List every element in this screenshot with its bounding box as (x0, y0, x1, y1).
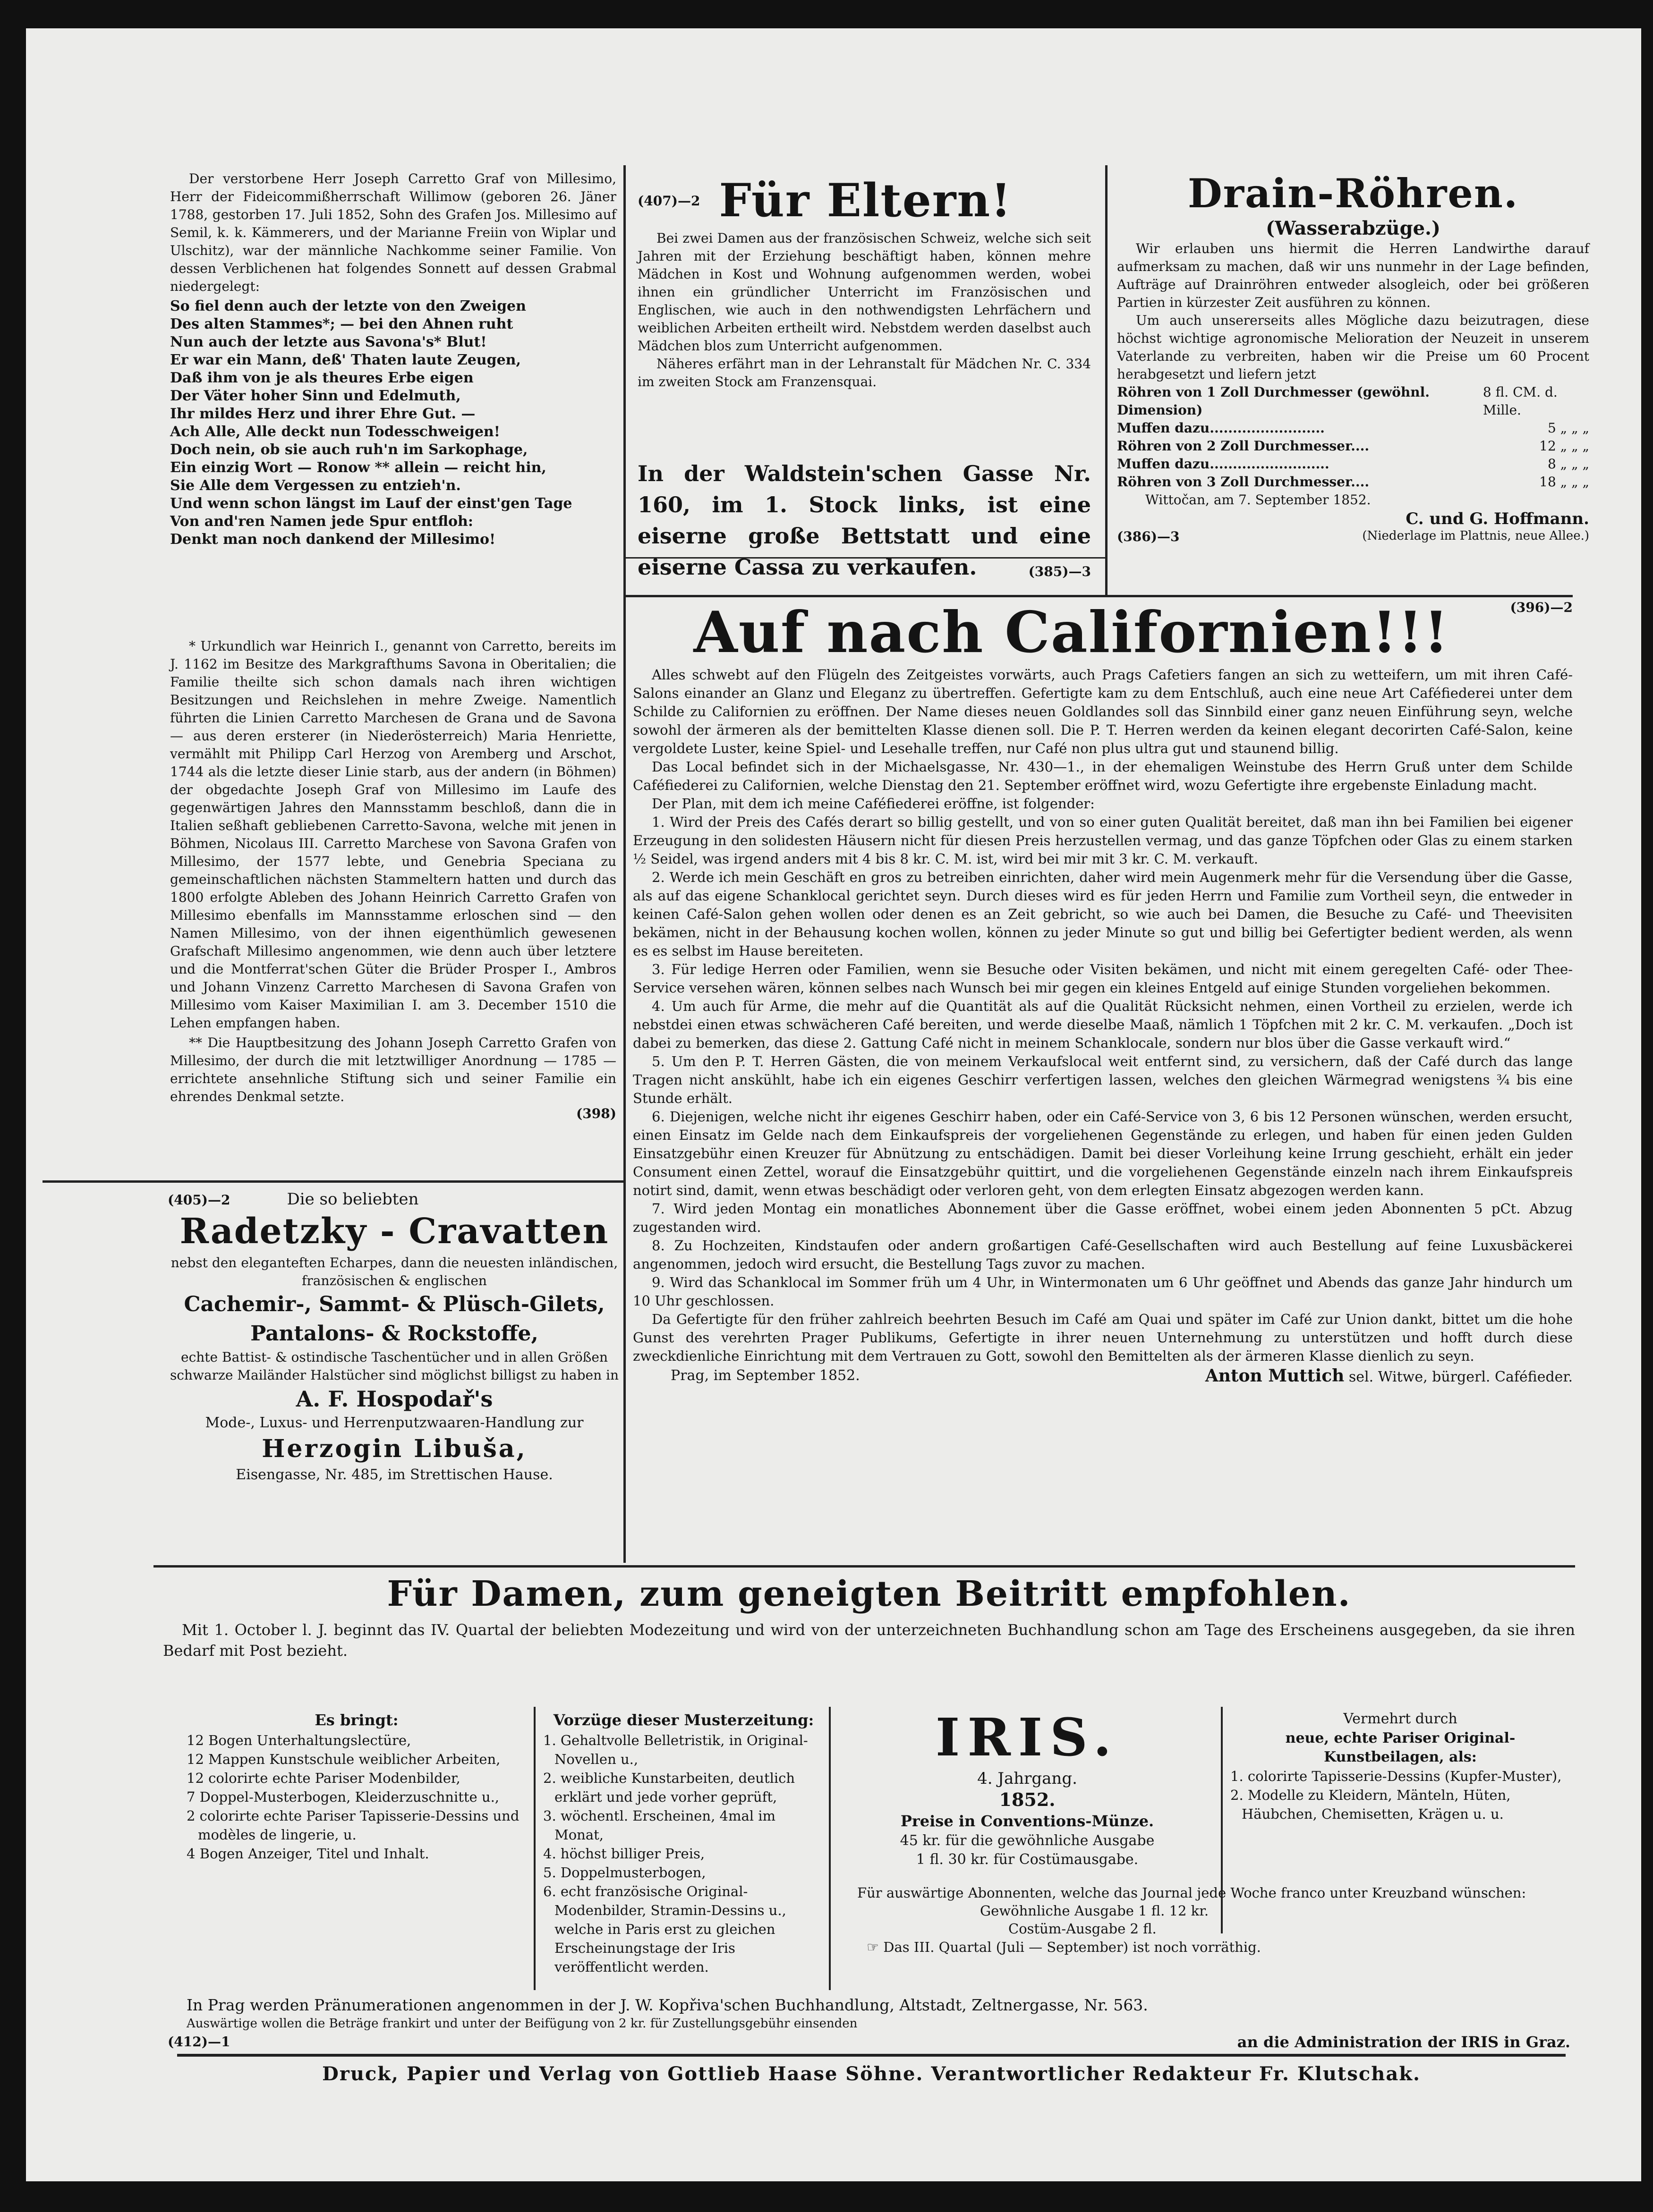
plan-item: 1. Wird der Preis des Cafés derart so billig gestellt, und von so einer guten Qualität bereitet, daß man ihn bei Familien bei eigener Erzeugung in den solidesten Häusern nicht für diesen Preis herzustellen vermag, und das ganze Töpfchen oder Glas zu einem starken ½ Seidel, was irgend anders mit 4 bis 8 kr. C. M. ist, wird bei mir mit 3 kr. C. M. verkauft. (633, 814, 1573, 867)
price-value: 8 „ „ „ (1547, 456, 1589, 472)
californien-p4: Da Gefertigte für den früher zahlreich beehrten Besuch im Café am Quai und später im Café zur Union dankt, bittet um die hohe Gunst des verehrten Prager Publikums, Gefertigte in ihrer neuen Unternehmung zu unterstützen und hofft durch diese zweckdienliche Einrichtung mit dem Vertrauen zu Gott, sowohl den Bemittelten als der ärmeren Klasse dienlich zu seyn. (633, 1311, 1573, 1364)
rule-damen (153, 1565, 1575, 1568)
californien-plan-list (633, 813, 1573, 1310)
rule-footer (177, 2054, 1566, 2057)
drain-price-list (1117, 383, 1589, 491)
drain-depot: (Niederlage im Plattnis, neue Allee.) (1362, 529, 1589, 543)
damen-col2 (543, 1709, 824, 1976)
californien-title: Auf nach Californien!!! (693, 599, 1450, 666)
radetzky-t2: Cachemir-, Sammt- & Plüsch-Gilets, (184, 1292, 605, 1316)
radetzky-ad (168, 1190, 621, 1484)
iris-year: 4. Jahrgang. (977, 1769, 1077, 1788)
damen-admin: an die Administration der IRIS in Graz. (1237, 2033, 1570, 2051)
iris-logo: IRIS. (935, 1707, 1119, 1768)
californien-date: Prag, im September 1852. (671, 1367, 860, 1384)
poem-line: Und wenn schon längst im Lauf der einst'gen Tage (170, 495, 572, 512)
californien-p2: Das Local befindet sich in der Michaelsgasse, Nr. 430—1., in der ehemaligen Weinstube des Herrn Gruß unter dem Schilde Caféfiederei zu Californien, welche Dienstag den 21. September eröffnet wird, wozu Gefertigte ihre ergebenste Einladung macht. (633, 759, 1573, 793)
damen-col3-head: Vermehrt durch (1343, 1711, 1457, 1727)
damen-col2-head: Vorzüge dieser Musterzeitung: (553, 1711, 814, 1729)
damen-col1-item: 12 Bogen Unterhaltungslectüre, (187, 1732, 411, 1748)
plan-item: 8. Zu Hochzeiten, Kindstaufen oder andern großartigen Café-Gesellschaften wird auch Bestellung auf feine Luxusbäckerei angenommen, jedoch wird ersucht, die Bestellung Tags zuvor zu machen. (633, 1237, 1573, 1272)
rule-above-californien (623, 595, 1573, 597)
damen-ref: (412)—1 (168, 2034, 230, 2050)
radetzky-firm: A. F. Hospodař's (296, 1386, 493, 1412)
damen-col3-item: 1. colorirte Tapisserie-Dessins (Kupfer-Muster), (1230, 1768, 1562, 1784)
plan-item: 7. Wird jeden Montag ein monatliches Abonnement über die Gasse eröffnet, wobei einem jeden Abonnenten 5 pCt. Abzug zugestanden wird. (633, 1201, 1573, 1235)
price-row (1117, 473, 1589, 491)
drain-subtitle: (Wasserabzüge.) (1266, 217, 1440, 239)
hand-pointer-icon: ☞ (867, 1939, 879, 1955)
memorial-block (170, 170, 616, 549)
price-item: Röhren von 3 Zoll Durchmesser.... (1117, 474, 1370, 490)
price-value: 18 „ „ „ (1539, 474, 1589, 490)
plan-item: 9. Wird das Schanklocal im Sommer früh um 4 Uhr, in Wintermonaten um 6 Uhr geöffnet und Abends das ganze Jahr hindurch um 10 Uhr geschlossen. (633, 1274, 1573, 1309)
damen-col3-item: 2. Modelle zu Kleidern, Mänteln, Hüten, Häubchen, Chemisetten, Krägen u. u. (1230, 1787, 1511, 1822)
rule-damen-col1 (534, 1707, 536, 1990)
eltern-body: Bei zwei Damen aus der französischen Schweiz, welche sich seit Jahren mit der Erziehung beschäftigt haben, können mehre Mädchen in Kost und Wohnung aufgenommen werden, wobei ihnen ein gründlicher Unterricht im Französischen und Englischen, wie auch in den nothwendigsten Lehrfächern und weiblichen Arbeiten ertheilt wird. Nebstdem werden daselbst auch Mädchen blos zum Unterricht aufgenommen. (638, 230, 1091, 354)
memorial-ref: (398) (576, 1106, 616, 1121)
eltern-title: Für Eltern! (719, 174, 1012, 227)
plan-item: 6. Diejenigen, welche nicht ihr eigenes Geschirr haben, oder ein Café-Service von 3, 6 bis 12 Personen wünschen, werden ersucht, einen Einsatz im Gelde nach dem Einkaufspreis der vorgeliehenen Gegenstände zu erlegen, und haben für einen jeden Gulden Einsatzgebühr einen Kreuzer für Abnützung zu entschädigen. Damit bei dieser Vorleihung keine Irrung geschieht, erhält ein jeder Consument einen Zettel, worauf die Einsatzgebühr quittirt, und die vorgeliehenen Gegenstände einzeln nach ihrem Einkaufspreis notirt sind, damit, wenn etwas beschädigt oder verloren geht, von dem erlegten Einsatz abgezogen werden kann. (633, 1109, 1573, 1198)
californien-p3: Der Plan, mit dem ich meine Caféfiederei eröffne, ist folgender: (652, 796, 1095, 812)
iris-price1: 45 kr. für die gewöhnliche Ausgabe (900, 1832, 1155, 1849)
price-value: 8 fl. CM. d. Mille. (1483, 384, 1558, 418)
price-value: 12 „ „ „ (1539, 438, 1589, 454)
price-row (1117, 437, 1589, 455)
iris-aus2: Costüm-Ausgabe 2 fl. (1008, 1921, 1157, 1937)
eltern-ad (638, 175, 1091, 391)
damen-col1-item: 12 Mappen Kunstschule weiblicher Arbeiten, (187, 1751, 501, 1767)
iris-ausw: Für auswärtige Abonnenten, welche das Journal jede Woche franco unter Kreuzband wünschen: (857, 1885, 1526, 1901)
plan-item: 3. Für ledige Herren oder Familien, wenn sie Besuche oder Visiten bekämen, und nicht mit einem geregelten Café- oder Thee-Service versehen wären, können selbes nach Wunsch bei mir gegen ein kleines Entgeld auf einige Stunden vorgeliehen bekommen. (633, 961, 1573, 996)
poem-line: Ihr mildes Herz und ihrer Ehre Gut. — (170, 406, 476, 422)
poem-line: Von and'ren Namen jede Spur entfloh: (170, 513, 473, 530)
plan-item: 2. Werde ich mein Geschäft en gros zu betreiben einrichten, daher wird mein Augenmerk mehr für die Versendung über die Gasse, als auf das eigene Schanklocal gerichtet seyn. Durch dieses wird es für jeden Herrn und Familie zum Vortheil seyn, die entweder in keinen Café-Salon gehen wollen oder denen es an Zeit gebricht, so wie auch bei Damen, die Besuche zu Café- und Theevisiten bekämen, nicht in der Behausung kochen wollen, können zu jeder Minute so gut und billig bei Gefertigter bedient werden, als wenn es es selbst im Hause bereiteten. (633, 869, 1573, 959)
column-rule-right (1105, 165, 1108, 595)
newspaper-page (26, 28, 1641, 2181)
damen-col2-item: 5. Doppelmusterbogen, (543, 1865, 706, 1881)
damen-col1-head: Es bringt: (315, 1711, 399, 1729)
damen-prag: In Prag werden Pränumerationen angenommen in der J. W. Kopřiva'schen Buchhandlung, Altstadt, Zeltnergasse, Nr. 563. (187, 1996, 1148, 2014)
radetzky-t4: echte Battist- & ostindische Taschentücher und in allen Größen schwarze Mailänder Halstücher sind möglichst billigst zu haben in (170, 1349, 619, 1383)
iris-aus1: Gewöhnliche Ausgabe 1 fl. 12 kr. (980, 1903, 1209, 1919)
damen-col2-item: 1. Gehaltvolle Belletristik, in Original-Novellen u., (543, 1732, 808, 1767)
radetzky-t5: Mode-, Luxus- und Herrenputzwaaren-Handlung zur (205, 1415, 584, 1431)
drain-title: Drain-Röhren. (1187, 170, 1519, 217)
bettstatt-ref: (385)—3 (1028, 564, 1091, 579)
damen-intro: Mit 1. October l. J. beginnt das IV. Quartal der beliebten Modezeitung und wird von der unterzeichneten Buchhandlung schon am Tage des Erscheinens ausgegeben, da sie ihren Bedarf mit Post bezieht. (163, 1621, 1575, 1660)
price-row (1117, 419, 1589, 437)
rule-radetzky (43, 1180, 623, 1183)
damen-col2-item: 4. höchst billiger Preis, (543, 1846, 705, 1862)
price-item: Muffen dazu.......................... (1117, 456, 1329, 472)
damen-ausw (838, 1884, 1566, 1957)
damen-iris (838, 1707, 1216, 1869)
poem-line: Denkt man noch dankend der Millesimo! (170, 531, 496, 548)
radetzky-t3: Pantalons- & Rockstoffe, (250, 1322, 538, 1346)
price-item: Röhren von 1 Zoll Durchmesser (gewöhnl. Dimension) (1117, 384, 1430, 418)
memorial-footnotes (170, 637, 616, 1121)
radetzky-lead: Die so beliebten (287, 1190, 419, 1209)
damen-col2-item: 2. weibliche Kunstarbeiten, deutlich erklärt und jede vorher geprüft, (543, 1770, 795, 1805)
radetzky-ref: (405)—2 (168, 1192, 230, 1208)
footnote-hauptbesitzung: ** Die Hauptbesitzung des Johann Joseph Carretto Grafen von Millesimo, der durch die mit letztwilliger Anordnung — 1785 — errichtete ansehnliche Stiftung sich und seiner Familie ein ehrendes Denkmal setzte. (170, 1035, 616, 1104)
iris-price2: 1 fl. 30 kr. für Costümausgabe. (916, 1851, 1139, 1868)
price-row (1117, 383, 1589, 419)
damen-ad (163, 1572, 1575, 1661)
drain-firm: C. und G. Hoffmann. (1406, 509, 1589, 528)
damen-col2-item: 3. wöchentl. Erscheinen, 4mal im Monat, (543, 1808, 776, 1843)
poem-line: Doch nein, ob sie auch ruh'n im Sarkophage, (170, 441, 528, 458)
poem-line: Er war ein Mann, deß' Thaten laute Zeugen, (170, 352, 521, 368)
radetzky-title: Radetzky - Cravatten (179, 1211, 609, 1252)
poem-line: Des alten Stammes*; — bei den Ahnen ruht (170, 316, 513, 332)
eltern-note: Näheres erfährt man in der Lehranstalt für Mädchen Nr. C. 334 im zweiten Stock am Franzensquai. (638, 356, 1091, 390)
californien-signer: Anton Muttich (1205, 1366, 1345, 1386)
plan-item: 4. Um auch für Arme, die mehr auf die Quantität als auf die Qualität Rücksicht nehmen, einen Vortheil zu erzielen, werde ich nebstdei einen etwas schwächeren Café bereiten, und werde dieselbe Maaß, nämlich 1 Töpfchen mit 2 kr. C. M. verkaufen. „Doch ist dabei zu bemerken, das diese 2. Gattung Café nicht in meinem Schanklocale, sondern nur blos über die Gasse verkauft wird.“ (633, 998, 1573, 1051)
price-value: 5 „ „ „ (1547, 420, 1589, 436)
poem-line: Der Väter hoher Sinn und Edelmuth, (170, 388, 461, 404)
drain-date: Wittočan, am 7. September 1852. (1145, 492, 1371, 508)
damen-col3 (1230, 1709, 1570, 1823)
damen-col1-item: 4 Bogen Anzeiger, Titel und Inhalt. (187, 1846, 429, 1862)
rule-damen-col2 (829, 1707, 831, 1990)
damen-col1-item: 12 colorirte echte Pariser Modenbilder, (187, 1770, 460, 1786)
radetzky-t1: nebst den eleganteften Echarpes, dann die neuesten inländischen, französischen & englischen (170, 1255, 618, 1288)
californien-signer-rest: sel. Witwe, bürgerl. Caféfieder. (1348, 1369, 1573, 1385)
damen-ausw2: Auswärtige wollen die Beträge frankirt und unter der Beifügung von 2 kr. für Zustellungsgebühr einsenden (187, 2017, 858, 2031)
column-rule-left (623, 165, 626, 1563)
drain-p1: Wir erlauben uns hiermit die Herren Landwirthe darauf aufmerksam zu machen, daß wir uns nunmehr in der Lage befinden, Aufträge auf Drainröhren entweder alsogleich, oder bei größeren Partien in kürzester Zeit ausführen zu können. (1117, 241, 1589, 310)
bettstatt-ad (638, 458, 1091, 579)
poem-line: So fiel denn auch der letzte von den Zweigen (170, 298, 526, 314)
eltern-ref: (407)—2 (638, 193, 700, 209)
damen-col1-item: 2 colorirte echte Pariser Tapisserie-Dessins und modèles de lingerie, u. (187, 1808, 520, 1843)
poem-line: Ach Alle, Alle deckt nun Todesschweigen! (170, 424, 500, 440)
drain-p2: Um auch unsererseits alles Mögliche dazu beizutragen, diese höchst wichtige agronomische Melioration der Neuzeit in unserem Vaterlande zu verbreiten, haben wir die Preise um 60 Procent herabgesetzt und liefern jetzt (1117, 313, 1589, 382)
imprint-footer: Druck, Papier und Verlag von Gottlieb Haase Söhne. Verantwortlicher Redakteur Fr. Klutschak. (322, 2063, 1421, 2085)
damen-col1 (187, 1709, 527, 1863)
iris-quartal: Das III. Quartal (Juli — September) ist noch vorräthig. (883, 1939, 1261, 1955)
californien-ad (633, 600, 1573, 1388)
memorial-poem (170, 297, 616, 549)
radetzky-addr: Eisengasse, Nr. 485, im Strettischen Hause. (236, 1466, 553, 1483)
drain-ad (1117, 170, 1589, 544)
price-item: Muffen dazu......................... (1117, 420, 1325, 436)
poem-line: Ein einzig Wort — Ronow ** allein — reicht hin, (170, 459, 546, 476)
price-item: Röhren von 2 Zoll Durchmesser.... (1117, 438, 1370, 454)
californien-ref: (396)—2 (1510, 600, 1573, 615)
memorial-intro: Der verstorbene Herr Joseph Carretto Graf von Millesimo, Herr der Fideicommißherrschaft Willimow (geboren 26. Jäner 1788, gestorben 17. Juli 1852, Sohn des Grafen Jos. Millesimo auf Semil, k. k. Kämmerers, und der Marianne Freiin von Wiplar und Ulschitz), war der männliche Nachkomme seiner Familie. Von dessen Verblichenen hat folgendes Sonnett auf dessen Grabmal niedergelegt: (170, 171, 616, 294)
radetzky-shop: Herzogin Libuša, (262, 1434, 527, 1463)
damen-col1-item: 7 Doppel-Musterbogen, Kleiderzuschnitte u., (187, 1789, 500, 1805)
iris-yr: 1852. (999, 1789, 1056, 1810)
poem-line: Nun auch der letzte aus Savona's* Blut! (170, 334, 487, 350)
poem-line: Sie Alle dem Vergessen zu entzieh'n. (170, 477, 461, 494)
drain-ref: (386)—3 (1117, 529, 1180, 544)
damen-bottom (168, 1995, 1570, 2052)
damen-col2-item: 6. echt französische Original-Modenbilder, Stramin-Dessins u., welche in Paris erst zu gleichen Erscheinungstage der Iris veröffentlicht werden. (543, 1883, 786, 1975)
footnote-carretto: * Urkundlich war Heinrich I., genannt von Carretto, bereits im J. 1162 im Besitze des Markgrafthums Savona in Oberitalien; die Familie theilte sich schon damals nach ihren wichtigen Besitzungen und Reichslehen in mehre Zweige. Namentlich führten die Linien Carretto Marchesen de Grana und de Savona — aus deren ersterer (in Niederösterreich) Maria Henriette, vermählt mit Philipp Carl Herzog von Aremberg und Arschot, 1744 als die letzte dieser Linie starb, aus der andern (in Böhmen) der obgedachte Joseph Graf von Millesimo im Laufe des gegenwärtigen Jahres den Mannsstamm beschloß, dann die in Italien seßhaft gebliebenen Carretto-Savona, welche mit jenen in Böhmen, Nicolaus III. Carretto Marchese von Savona Grafen von Millesimo, der 1577 lebte, und Genebria Speciana zu gemeinschaftlichen nächsten Stammeltern hatten und durch das 1800 erfolgte Ableben des Johann Heinrich Carretto Grafen von Millesimo ebenfalls im Mannsstamme erloschen sind — den Namen Millesimo, von der ihnen eigenthümlich gewesenen Grafschaft Millesimo angenommen, wie denn auch über letztere und die Montferrat'schen Güter die Brüder Prosper I., Ambros und Johann Vinzenz Carretto Marchesen di Savona Grafen von Millesimo vom Kaiser Maximilian I. am 3. December 1510 die Lehen empfangen haben. (170, 638, 616, 1031)
damen-col3-head2: neue, echte Pariser Original-Kunstbeilagen, als: (1285, 1730, 1516, 1765)
plan-item: 5. Um den P. T. Herren Gästen, die von meinem Verkaufslocal weit entfernt sind, zu versichern, daß der Café durch das lange Tragen nicht anskühlt, habe ich ein eigenes Geschirr verfertigen lassen, welches den gleichen Wärmegrad wenigstens ¾ bis eine Stunde erhält. (633, 1053, 1573, 1106)
californien-p1: Alles schwebt auf den Flügeln des Zeitgeistes vorwärts, auch Prags Cafetiers fangen an sich zu wetteifern, um mit ihren Café-Salons einander an Glanz und Eleganz zu übertreffen. Gefertigte kam zu dem Entschluß, auch eine neue Art Caféfiederei unter dem Schilde zu Californien zu eröffnen. Der Name dieses neuen Goldlandes soll das Sinnbild einer ganz neuen Einführung seyn, welche sowohl der ärmeren als der bemittelten Klasse dienen soll. Die P. T. Herren werden da keinen elegant decorirten Café-Salon, keine vergoldete Luster, keine Spiel- und Lesehalle treffen, nur Café non plus ultra gut und staunend billig. (633, 667, 1573, 756)
price-row (1117, 455, 1589, 473)
bettstatt-text: In der Waldstein'schen Gasse Nr. 160, im 1. Stock links, ist eine eiserne große Bettstatt und eine eiserne Cassa zu verkaufen. (638, 461, 1091, 580)
damen-title: Für Damen, zum geneigten Beitritt empfohlen. (387, 1574, 1351, 1614)
poem-line: Daß ihm von je als theures Erbe eigen (170, 370, 474, 386)
iris-prices-head: Preise in Conventions-Münze. (900, 1812, 1154, 1830)
